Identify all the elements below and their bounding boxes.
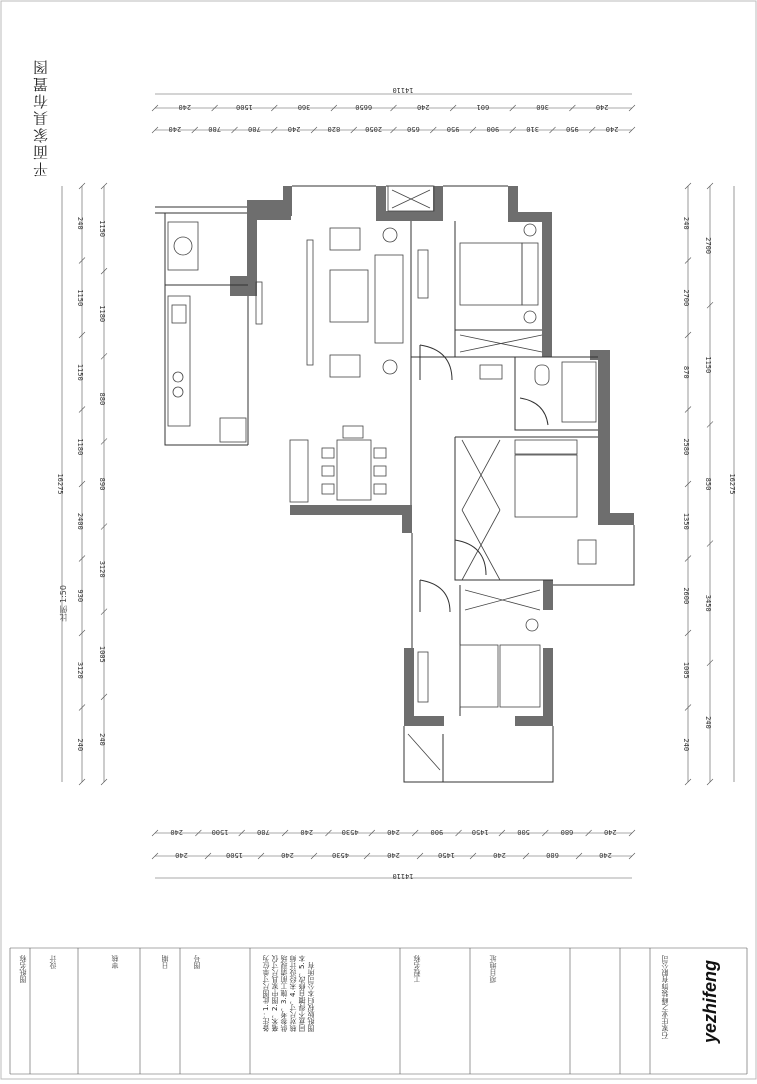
dining-chair: [374, 466, 386, 476]
dimension-texts: [56, 86, 736, 880]
dining-chair: [322, 484, 334, 494]
dining-chair: [374, 484, 386, 494]
dim-label: 1005: [98, 645, 106, 663]
wall: [543, 648, 553, 726]
sink: [172, 305, 186, 323]
sideboard: [290, 440, 308, 502]
washer: [168, 222, 198, 270]
bath-outline: [515, 357, 598, 430]
dim-label: 240: [599, 851, 612, 859]
dim-label: 240: [387, 828, 400, 836]
dim-label: 6650: [355, 103, 373, 111]
brand-logo: yezhifeng: [700, 960, 720, 1044]
stove: [173, 387, 183, 397]
bedroom2-outline: [455, 437, 553, 580]
dim-label: 2600: [682, 587, 690, 605]
sofa: [375, 255, 403, 343]
dim-label: 3450: [704, 594, 712, 612]
armchair: [330, 228, 360, 250]
door-swing: [420, 580, 450, 612]
dim-label: 240: [287, 125, 301, 133]
title-block-label: 图纸名称: [19, 955, 27, 983]
title-block-label: 设计: [49, 955, 57, 969]
sheet-border: [1, 1, 756, 1079]
title-block-label: 工程名称: [413, 955, 421, 983]
dim-label: 1150: [76, 289, 84, 307]
dim-label: 900: [486, 125, 500, 133]
counter: [168, 296, 190, 426]
dim-label: 1180: [98, 305, 106, 323]
dim-label: 3120: [76, 661, 84, 679]
door-swing: [420, 345, 452, 380]
dim-label: 850: [704, 477, 712, 491]
tv-cabinet: [307, 240, 313, 365]
bedroom-outline: [455, 221, 542, 330]
dim-label: 360: [297, 103, 311, 111]
wall: [402, 505, 412, 533]
dim-label: 4530: [332, 851, 349, 859]
washer-drum: [174, 237, 192, 255]
dim-label: 1450: [471, 828, 489, 836]
dim-label: 240: [168, 125, 182, 133]
dim-label: 240: [704, 716, 712, 729]
dim-label: 1500: [226, 851, 243, 859]
toilet: [535, 365, 549, 385]
bed-head: [522, 243, 538, 305]
bed: [500, 645, 540, 707]
balcony2: [553, 525, 634, 585]
dim-label: 680: [546, 851, 559, 859]
dim-label: 780: [257, 828, 270, 836]
title-block-label: 审核: [111, 955, 119, 969]
dim-label: 601: [476, 103, 490, 111]
dim-label: 240: [682, 216, 690, 230]
title-block-label: 日期: [161, 955, 169, 969]
dim-label: 1005: [682, 661, 690, 679]
dimension-lines: [10, 94, 747, 1074]
wardrobe-cross: [460, 335, 542, 352]
dim-label: 1500: [211, 828, 229, 836]
fridge: [220, 418, 246, 442]
dim-label: 1150: [98, 220, 106, 238]
dim-label: 2700: [682, 289, 690, 307]
dim-label: 240: [76, 738, 84, 752]
shoe-cabinet: [388, 186, 434, 211]
dim-label: 240: [178, 103, 192, 111]
dim-label: 2580: [682, 438, 690, 456]
dim-label: 14110: [392, 872, 414, 880]
dim-label: 500: [517, 828, 530, 836]
tv-cabinet: [418, 652, 428, 702]
dim-label: 310: [526, 125, 539, 133]
dim-label: 240: [493, 851, 506, 859]
dim-label: 14110: [392, 86, 414, 94]
dim-label: 240: [682, 738, 690, 752]
drawing-title: 平面家具布置图: [32, 58, 50, 177]
dim-label: 240: [416, 103, 430, 111]
nightstand: [524, 311, 536, 323]
drawing-scale: 比例 1:50: [59, 585, 68, 622]
balcony-stair: [408, 734, 440, 770]
dim-label: 240: [76, 216, 84, 230]
dim-label: 240: [281, 851, 294, 859]
shower: [562, 362, 596, 422]
wall: [404, 716, 444, 726]
notes: 备注：1.此图尺寸单位为毫米，2.图中家具尺寸仅供参考，3.施工前请现场核对尺寸，4.未经设计师同意不得擅自修改，5.本图纸版权归本公司所有: [262, 955, 315, 1032]
dim-label: 2050: [365, 125, 383, 133]
title-block-label: 项目地址: [489, 955, 497, 983]
wall: [598, 513, 634, 525]
wall: [376, 211, 434, 221]
plant: [383, 360, 397, 374]
dim-label: 870: [682, 365, 690, 379]
dim-label: 1450: [438, 851, 455, 859]
dim-label: 820: [327, 125, 341, 133]
dim-label: 950: [446, 125, 460, 133]
walls: [230, 186, 634, 726]
company-name: 石家庄业之峰装饰有限公司: [661, 955, 669, 1039]
dining-table: [337, 440, 371, 500]
wardrobe: [455, 330, 542, 357]
dim-label: 240: [300, 828, 314, 836]
furniture: [168, 186, 596, 770]
dim-label: 780: [208, 125, 221, 133]
wall: [230, 276, 257, 296]
plant: [383, 228, 397, 242]
dim-label: 16275: [728, 473, 736, 495]
dim-label: 900: [430, 828, 444, 836]
wall: [290, 505, 410, 515]
wall: [543, 580, 553, 610]
nightstand: [526, 619, 538, 631]
dining-chair: [322, 448, 334, 458]
bed: [460, 243, 522, 305]
dim-label: 240: [175, 851, 188, 859]
balcony3: [404, 726, 553, 782]
stove: [173, 372, 183, 382]
bed-head: [515, 440, 577, 454]
nightstand: [524, 224, 536, 236]
bed: [515, 455, 577, 517]
title-block-label: 图号: [193, 955, 201, 969]
dim-label: 890: [98, 477, 106, 491]
dim-label: 930: [76, 589, 84, 603]
drawing-title-block: [30, 58, 51, 177]
wall: [598, 350, 610, 524]
armchair: [330, 355, 360, 377]
dim-label: 780: [248, 125, 261, 133]
dining-chair: [322, 466, 334, 476]
dim-label: 240: [98, 733, 106, 746]
dining-chair: [374, 448, 386, 458]
wardrobe-cross: [462, 440, 500, 580]
dim-label: 240: [605, 125, 619, 133]
dim-label: 880: [98, 392, 106, 406]
dim-label: 1350: [682, 512, 690, 530]
dining-chair: [343, 426, 363, 438]
kitchen-outline: [165, 213, 248, 445]
chair: [578, 540, 596, 564]
wall: [433, 186, 443, 221]
wall: [404, 648, 414, 726]
dim-label: 680: [560, 828, 574, 836]
dim-label: 240: [603, 828, 617, 836]
vanity: [480, 365, 502, 379]
dim-label: 2700: [704, 237, 712, 255]
dim-label: 650: [407, 125, 420, 133]
wall: [542, 212, 552, 357]
cabinet-cross: [392, 190, 430, 208]
desk: [418, 250, 428, 298]
dim-label: 950: [566, 125, 579, 133]
dim-label: 240: [170, 828, 184, 836]
dim-label: 1180: [76, 438, 84, 456]
outlines: [155, 186, 634, 782]
door-swing: [520, 398, 548, 425]
dim-label: 360: [536, 103, 549, 111]
dim-label: 2400: [76, 512, 84, 530]
dim-label: 4530: [341, 828, 359, 836]
wardrobe-cross: [465, 590, 540, 610]
dim-label: 240: [595, 103, 609, 111]
dim-label: 1500: [236, 103, 253, 111]
dim-label: 1150: [704, 356, 712, 374]
dim-label: 3120: [98, 560, 106, 578]
coffee-table: [330, 270, 368, 322]
dim-label: 1150: [76, 363, 84, 381]
desk: [460, 645, 498, 707]
dim-label: 240: [387, 851, 400, 859]
dim-label: 16275: [56, 473, 64, 495]
